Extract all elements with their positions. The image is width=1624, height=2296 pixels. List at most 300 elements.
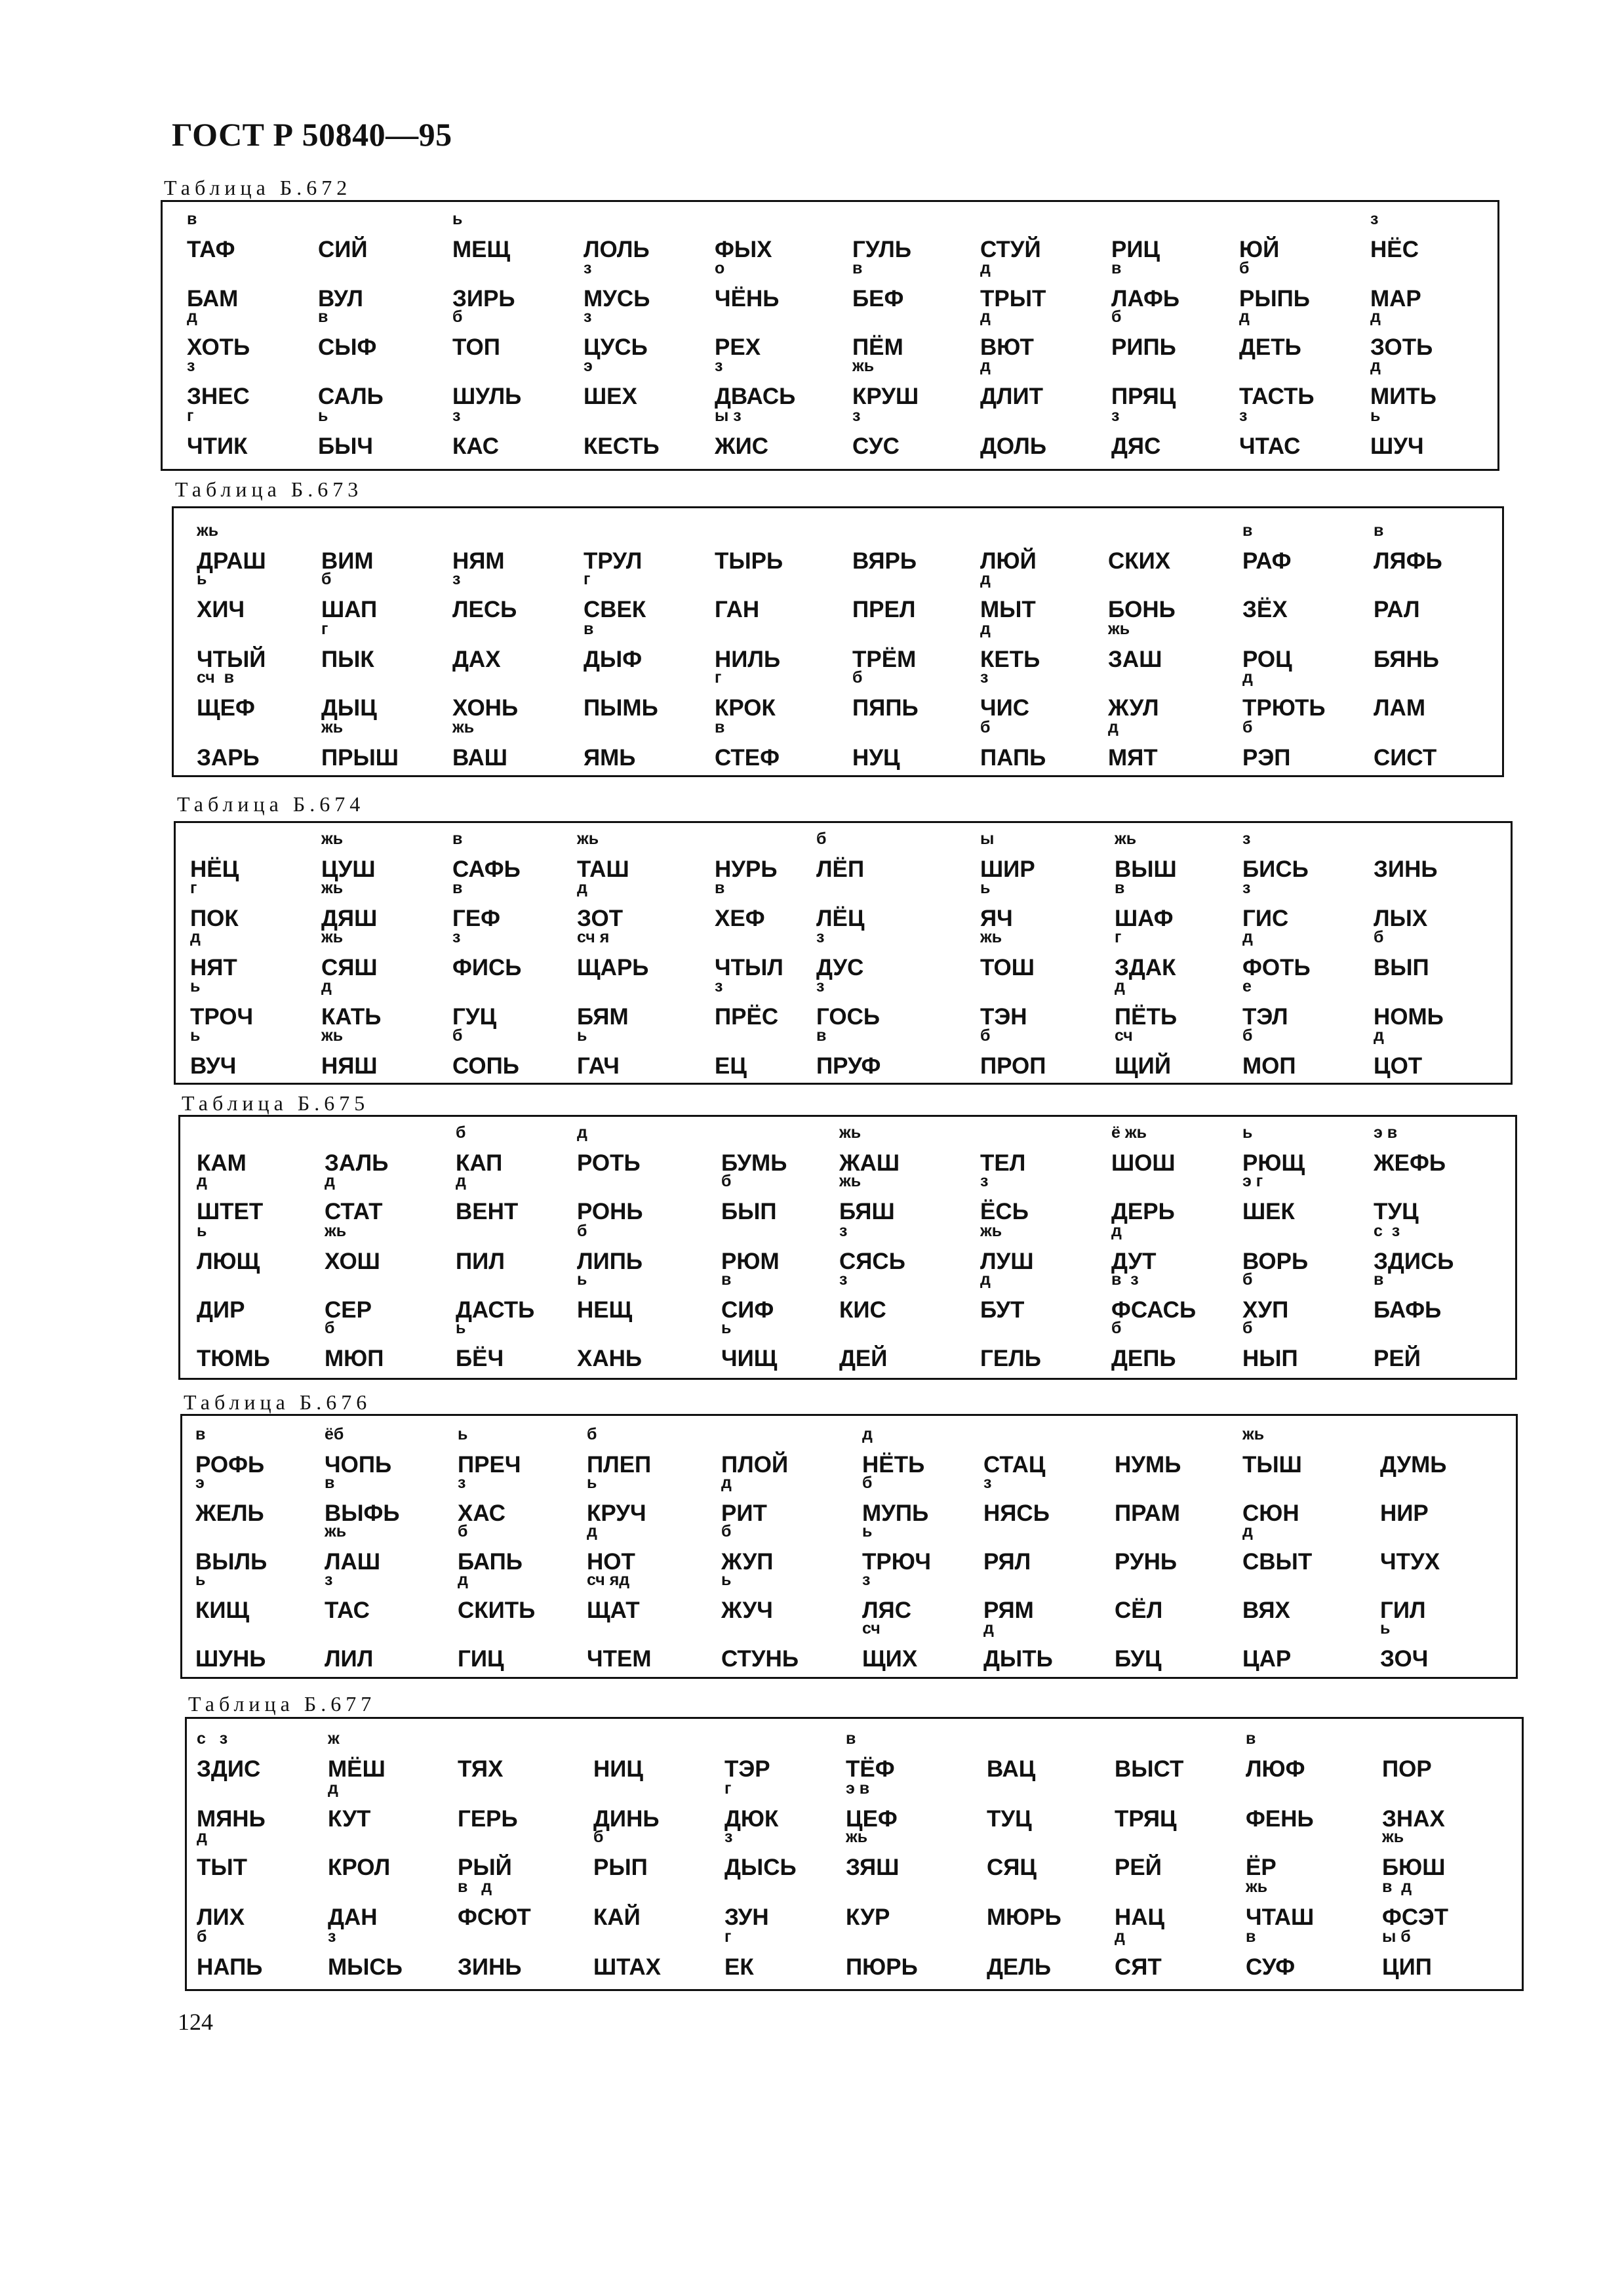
syllable-word: ЧТЕМ bbox=[587, 1646, 652, 1672]
table-cell bbox=[1370, 210, 1501, 262]
phonetic-mark: в bbox=[715, 879, 725, 897]
table-cell bbox=[816, 977, 947, 1030]
table-cell bbox=[1246, 1927, 1377, 1980]
phonetic-mark: д bbox=[197, 1828, 207, 1846]
table-cell bbox=[1374, 1175, 1505, 1224]
table-cell bbox=[197, 721, 328, 770]
syllable-word: НУМЬ bbox=[1115, 1452, 1181, 1478]
phonetic-mark: з bbox=[584, 259, 592, 277]
syllable-word: ДЕРЬ bbox=[1111, 1199, 1175, 1224]
syllable-word: ЩЕФ bbox=[197, 695, 255, 721]
table-cell bbox=[1242, 668, 1374, 721]
syllable-word: ЦУШ bbox=[321, 856, 376, 882]
syllable-word: ДЫСЬ bbox=[724, 1855, 797, 1880]
table-cell bbox=[1382, 1828, 1513, 1880]
syllable-word: КУР bbox=[846, 1904, 890, 1930]
phonetic-mark: г bbox=[190, 879, 197, 897]
phonetic-mark: б bbox=[452, 308, 463, 326]
table-cell bbox=[1111, 407, 1242, 459]
table-cell bbox=[983, 1428, 1115, 1477]
table-cell bbox=[1108, 525, 1239, 573]
syllable-word: НОМЬ bbox=[1374, 1004, 1444, 1030]
syllable-word: ДЫЦ bbox=[321, 695, 377, 721]
table-cell bbox=[1115, 1428, 1246, 1477]
phonetic-mark: э bbox=[195, 1474, 205, 1492]
table-cell bbox=[1108, 718, 1239, 771]
phonetic-mark: г bbox=[187, 407, 194, 425]
table-cell bbox=[724, 1779, 856, 1832]
phonetic-mark: б bbox=[980, 1026, 991, 1045]
phonetic-mark: в bbox=[1374, 1270, 1384, 1289]
syllable-word: СТАТ bbox=[325, 1199, 383, 1224]
phonetic-mark: д bbox=[577, 879, 587, 897]
phonetic-mark: б bbox=[456, 1123, 466, 1142]
syllable-word: ЗИНЬ bbox=[458, 1954, 522, 1980]
syllable-word: СКИХ bbox=[1108, 548, 1171, 574]
table-caption: Таблица Б.676 bbox=[184, 1390, 372, 1414]
syllable-word: ЗОЧ bbox=[1380, 1646, 1429, 1672]
table-cell bbox=[715, 311, 846, 359]
syllable-word: БУЦ bbox=[1115, 1646, 1162, 1672]
table-cell bbox=[987, 1782, 1118, 1831]
syllable-word: ТАС bbox=[325, 1598, 370, 1623]
phonetic-mark: з bbox=[187, 357, 195, 375]
syllable-word: КЕТЬ bbox=[980, 647, 1040, 672]
phonetic-mark: б bbox=[862, 1474, 873, 1492]
table-cell bbox=[846, 1828, 977, 1880]
phonetic-mark: з bbox=[862, 1571, 871, 1589]
syllable-word: ЦЕФ bbox=[846, 1806, 898, 1832]
table-cell bbox=[980, 570, 1111, 622]
phonetic-mark: б bbox=[816, 830, 827, 848]
table-cell bbox=[197, 1127, 328, 1175]
phonetic-mark: з bbox=[724, 1828, 733, 1846]
table-cell bbox=[1242, 1574, 1374, 1622]
table-cell bbox=[456, 1225, 587, 1274]
table-cell bbox=[724, 1733, 856, 1781]
table-cell bbox=[1115, 977, 1246, 1030]
table-cell bbox=[1374, 833, 1505, 881]
phonetic-mark: з bbox=[1111, 407, 1120, 425]
syllable-word: ЗАШ bbox=[1108, 647, 1162, 672]
phonetic-mark: в bbox=[1115, 879, 1125, 897]
table-cell bbox=[325, 1522, 456, 1575]
table-cell bbox=[577, 928, 708, 980]
table-cell bbox=[187, 308, 318, 360]
syllable-word: ШИР bbox=[980, 856, 1035, 882]
table-cell bbox=[195, 1622, 327, 1671]
phonetic-mark: жь bbox=[321, 879, 344, 897]
table-cell bbox=[584, 721, 715, 770]
phonetic-mark: д bbox=[328, 1779, 338, 1798]
phonetic-mark: б bbox=[721, 1172, 732, 1190]
table-cell bbox=[452, 262, 584, 311]
syllable-word: ДЕЙ bbox=[839, 1346, 888, 1371]
table-cell bbox=[325, 1319, 456, 1371]
table-cell bbox=[577, 980, 708, 1029]
table-cell bbox=[980, 410, 1111, 458]
phonetic-mark: б bbox=[458, 1522, 468, 1541]
table-cell bbox=[197, 1172, 328, 1224]
phonetic-mark: ь bbox=[452, 210, 463, 228]
syllable-word: СУС bbox=[852, 433, 900, 459]
table-cell bbox=[587, 1571, 718, 1623]
syllable-word: БУМЬ bbox=[721, 1150, 787, 1176]
syllable-word: РЕХ bbox=[715, 334, 761, 360]
table-cell bbox=[328, 1927, 459, 1980]
table-cell bbox=[328, 1831, 459, 1880]
syllable-word: ГЕЛЬ bbox=[980, 1346, 1041, 1371]
syllable-word: ФСАСЬ bbox=[1111, 1297, 1197, 1323]
phonetic-mark: сч bbox=[1115, 1026, 1133, 1045]
syllable-word: КАТЬ bbox=[321, 1004, 382, 1030]
syllable-word: ЦУСЬ bbox=[584, 334, 648, 360]
phonetic-mark: д bbox=[458, 1571, 468, 1589]
table-cell bbox=[456, 1123, 587, 1176]
phonetic-mark: б bbox=[852, 668, 863, 687]
syllable-word: ГАН bbox=[715, 597, 760, 622]
table-cell bbox=[1374, 1222, 1505, 1274]
syllable-word: ДЮК bbox=[724, 1806, 779, 1832]
phonetic-mark: в bbox=[846, 1729, 856, 1748]
table-cell bbox=[980, 1322, 1111, 1371]
table-cell bbox=[321, 879, 452, 931]
table-cell bbox=[1246, 1729, 1377, 1782]
syllable-word: ЖУП bbox=[721, 1549, 774, 1575]
table-cell bbox=[584, 525, 715, 573]
syllable-word: ДЕТЬ bbox=[1239, 334, 1301, 360]
syllable-word: ДЕЛЬ bbox=[987, 1954, 1051, 1980]
table-cell bbox=[852, 668, 983, 721]
syllable-word: ЩАРЬ bbox=[577, 955, 649, 980]
syllable-word: ШТАХ bbox=[593, 1954, 661, 1980]
phonetic-mark: д bbox=[1242, 668, 1253, 687]
syllable-word: ЧТИК bbox=[187, 433, 248, 459]
table-cell bbox=[593, 1828, 724, 1880]
table-caption: Таблица Б.675 bbox=[182, 1091, 370, 1115]
syllable-word: ХАС bbox=[458, 1500, 506, 1526]
syllable-word: ВЫФЬ bbox=[325, 1500, 400, 1526]
syllable-word: НЫП bbox=[1242, 1346, 1298, 1371]
phonetic-mark: д bbox=[1374, 1026, 1384, 1045]
phonetic-mark: ь bbox=[1370, 407, 1381, 425]
table-cell bbox=[197, 668, 328, 721]
syllable-word: ТЫШ bbox=[1242, 1452, 1302, 1478]
table-cell bbox=[321, 620, 452, 672]
phonetic-mark: в bbox=[452, 879, 463, 897]
syllable-word: БЁЧ bbox=[456, 1346, 504, 1371]
phonetic-mark: д bbox=[197, 1172, 207, 1190]
table-cell bbox=[852, 259, 983, 312]
syllable-word: СЯШ bbox=[321, 955, 378, 980]
syllable-word: РИПЬ bbox=[1111, 334, 1176, 360]
phonetic-mark: б bbox=[587, 1425, 597, 1443]
syllable-word: ПЯПЬ bbox=[852, 695, 919, 721]
table-cell bbox=[721, 1428, 852, 1477]
syllable-word: ДУТ bbox=[1111, 1249, 1157, 1274]
table-cell bbox=[321, 928, 452, 980]
table-cell bbox=[456, 1319, 587, 1371]
syllable-word: РЕЙ bbox=[1115, 1855, 1162, 1880]
phonetic-mark: з bbox=[1370, 210, 1379, 228]
table-cell bbox=[1374, 928, 1505, 980]
table-cell bbox=[987, 1881, 1118, 1929]
syllable-word: МЯТ bbox=[1108, 745, 1158, 771]
table-cell bbox=[1115, 1525, 1246, 1574]
table-cell bbox=[1115, 879, 1246, 931]
syllable-word: ЦОТ bbox=[1374, 1053, 1423, 1079]
table-caption: Таблица Б.677 bbox=[188, 1692, 376, 1716]
table-cell bbox=[987, 1733, 1118, 1781]
table-cell bbox=[987, 1931, 1118, 1979]
phonetic-mark: е bbox=[1242, 977, 1252, 996]
table-cell bbox=[197, 1274, 328, 1322]
table-cell bbox=[1115, 1881, 1246, 1929]
table-cell bbox=[458, 1622, 589, 1671]
table-cell bbox=[197, 1927, 328, 1980]
syllable-word: ЧОПЬ bbox=[325, 1452, 392, 1478]
table-cell bbox=[1242, 1270, 1374, 1323]
table-cell bbox=[1380, 1574, 1511, 1622]
table-cell bbox=[980, 718, 1111, 771]
syllable-word: ПРАМ bbox=[1115, 1500, 1180, 1526]
table-cell bbox=[458, 1733, 589, 1781]
syllable-word: КАМ bbox=[197, 1150, 247, 1176]
phonetic-mark: ы bbox=[980, 830, 995, 848]
table-cell bbox=[452, 672, 584, 720]
table-cell bbox=[980, 668, 1111, 721]
table-cell bbox=[190, 879, 321, 931]
syllable-word: ЁСЬ bbox=[980, 1199, 1029, 1224]
syllable-word: НЁС bbox=[1370, 237, 1419, 262]
table-cell bbox=[839, 1222, 970, 1274]
table-cell bbox=[715, 213, 846, 262]
syllable-word: БАФЬ bbox=[1374, 1297, 1442, 1323]
table-cell bbox=[862, 1522, 993, 1575]
table-cell bbox=[458, 1425, 589, 1478]
page-number: 124 bbox=[178, 2009, 213, 2035]
phonetic-mark: з bbox=[328, 1927, 336, 1946]
phonetic-mark: д bbox=[721, 1474, 732, 1492]
phonetic-mark: ь bbox=[190, 1026, 201, 1045]
table-cell bbox=[1111, 213, 1242, 262]
table-cell bbox=[577, 1270, 708, 1323]
syllable-word: ДВАСЬ bbox=[715, 384, 796, 409]
syllable-word: НОТ bbox=[587, 1549, 635, 1575]
phonetic-mark: д bbox=[980, 259, 991, 277]
table-cell bbox=[983, 1474, 1115, 1526]
syllable-word: ЛАМ bbox=[1374, 695, 1425, 721]
syllable-word: РОНЬ bbox=[577, 1199, 643, 1224]
table-cell bbox=[980, 259, 1111, 312]
phonetic-mark: жь bbox=[846, 1828, 868, 1846]
table-cell bbox=[839, 1270, 970, 1323]
table-cell bbox=[839, 1172, 970, 1224]
syllable-word: МЕЩ bbox=[452, 237, 511, 262]
table-cell bbox=[1374, 1123, 1505, 1176]
syllable-word: БАМ bbox=[187, 286, 239, 312]
phonetic-mark: б bbox=[721, 1522, 732, 1541]
table-cell bbox=[584, 308, 715, 360]
syllable-word: КАП bbox=[456, 1150, 503, 1176]
phonetic-mark: з bbox=[325, 1571, 333, 1589]
syllable-word: СЯТ bbox=[1115, 1954, 1162, 1980]
phonetic-mark: б bbox=[1242, 1026, 1253, 1045]
table-cell bbox=[452, 928, 584, 980]
phonetic-mark: б bbox=[197, 1927, 207, 1946]
syllable-word: КРУЧ bbox=[587, 1500, 646, 1526]
syllable-word: ПЁТЬ bbox=[1115, 1004, 1178, 1030]
syllable-word: КИС bbox=[839, 1297, 886, 1323]
table-cell bbox=[1380, 1477, 1511, 1525]
phonetic-mark: з bbox=[980, 668, 989, 687]
syllable-word: РЫЙ bbox=[458, 1855, 512, 1880]
phonetic-mark: в bbox=[852, 259, 863, 277]
phonetic-mark: б bbox=[1374, 928, 1384, 946]
table-cell bbox=[1374, 573, 1505, 622]
syllable-word: СУФ bbox=[1246, 1954, 1296, 1980]
syllable-word: ТАШ bbox=[577, 856, 629, 882]
table-cell bbox=[816, 830, 947, 882]
table-cell bbox=[1239, 308, 1370, 360]
syllable-word: КАС bbox=[452, 433, 500, 459]
table-cell bbox=[1115, 1026, 1246, 1079]
syllable-word: ЖЕФЬ bbox=[1374, 1150, 1446, 1176]
table-cell bbox=[1374, 980, 1505, 1029]
phonetic-mark: в bbox=[195, 1425, 206, 1443]
syllable-word: САФЬ bbox=[452, 856, 521, 882]
phonetic-mark: б bbox=[325, 1319, 335, 1337]
syllable-word: ВУЧ bbox=[190, 1053, 237, 1079]
table-cell bbox=[715, 525, 846, 573]
syllable-word: ТОП bbox=[452, 334, 500, 360]
syllable-word: ЯЧ bbox=[980, 906, 1013, 931]
phonetic-mark: д bbox=[862, 1425, 873, 1443]
syllable-word: ЗИРЬ bbox=[452, 286, 515, 312]
syllable-word: ЛИЛ bbox=[325, 1646, 374, 1672]
table-cell bbox=[1115, 1622, 1246, 1671]
phonetic-mark: ь bbox=[721, 1571, 732, 1589]
table-cell bbox=[715, 357, 846, 409]
table-cell bbox=[195, 1525, 327, 1574]
page-header: ГОСТ Р 50840—95 bbox=[172, 116, 452, 153]
table-cell bbox=[1242, 1172, 1374, 1224]
table-cell bbox=[1115, 830, 1246, 882]
table-cell bbox=[187, 407, 318, 459]
table-cell bbox=[1380, 1428, 1511, 1477]
phonetic-mark: з bbox=[983, 1474, 992, 1492]
phonetic-mark: г bbox=[321, 620, 328, 638]
table-cell bbox=[452, 830, 584, 882]
phonetic-mark: жь bbox=[839, 1123, 862, 1142]
phonetic-mark: з bbox=[852, 407, 861, 425]
phonetic-mark: с з bbox=[197, 1729, 228, 1748]
syllable-word: БЯМ bbox=[577, 1004, 629, 1030]
syllable-word: КРОК bbox=[715, 695, 776, 721]
syllable-word: ВЯРЬ bbox=[852, 548, 917, 574]
table-cell bbox=[1111, 360, 1242, 409]
table-cell bbox=[862, 1425, 993, 1478]
phonetic-mark: в bbox=[187, 210, 197, 228]
table-cell bbox=[1242, 1425, 1374, 1478]
syllable-word: НЕЩ bbox=[577, 1297, 633, 1323]
syllable-word: НИЛЬ bbox=[715, 647, 781, 672]
table-cell bbox=[584, 570, 715, 622]
table-cell bbox=[593, 1931, 724, 1979]
phonetic-mark: д bbox=[587, 1522, 597, 1541]
phonetic-mark: сч я bbox=[577, 928, 610, 946]
table-cell bbox=[452, 1026, 584, 1079]
syllable-word: ДАХ bbox=[452, 647, 501, 672]
phonetic-mark: д bbox=[980, 1270, 991, 1289]
phonetic-mark: жь bbox=[452, 718, 475, 736]
syllable-word: ГАЧ bbox=[577, 1053, 620, 1079]
syllable-word: КАЙ bbox=[593, 1904, 641, 1930]
table-cell bbox=[197, 1828, 328, 1880]
table-cell bbox=[458, 1931, 589, 1979]
table-cell bbox=[321, 977, 452, 1030]
phonetic-mark: г bbox=[724, 1779, 732, 1798]
syllable-word: ПИЛ bbox=[456, 1249, 505, 1274]
syllable-word: ТЕЛ bbox=[980, 1150, 1026, 1176]
phonetic-mark: д bbox=[1242, 928, 1253, 946]
table-cell bbox=[456, 1274, 587, 1322]
table-cell bbox=[1242, 1477, 1374, 1525]
table-cell bbox=[452, 623, 584, 672]
table-cell bbox=[1239, 407, 1370, 459]
phonetic-mark: ь bbox=[577, 1270, 587, 1289]
syllable-word: МОП bbox=[1242, 1053, 1296, 1079]
table-cell bbox=[1115, 1831, 1246, 1880]
table-cell bbox=[452, 308, 584, 360]
table-cell bbox=[1115, 928, 1246, 980]
phonetic-mark: д bbox=[577, 1123, 587, 1142]
phonetic-mark: б bbox=[1111, 1319, 1122, 1337]
syllable-word: ЧТУХ bbox=[1380, 1549, 1440, 1575]
table-cell bbox=[852, 525, 983, 573]
phonetic-mark: ь bbox=[862, 1522, 873, 1541]
table-cell bbox=[593, 1881, 724, 1929]
phonetic-mark: жь bbox=[839, 1172, 862, 1190]
syllable-word: ШОШ bbox=[1111, 1150, 1176, 1176]
table-cell bbox=[584, 357, 715, 409]
syllable-word: ГИС bbox=[1242, 906, 1289, 931]
syllable-word: ПРЕЛ bbox=[852, 597, 916, 622]
phonetic-mark: д bbox=[1108, 718, 1119, 736]
table-cell bbox=[987, 1831, 1118, 1880]
phonetic-mark: о bbox=[715, 259, 725, 277]
table-cell bbox=[197, 570, 328, 622]
phonetic-mark: жь bbox=[980, 928, 1002, 946]
phonetic-mark: б bbox=[452, 1026, 463, 1045]
syllable-word: ЛЫХ bbox=[1374, 906, 1428, 931]
table-cell bbox=[852, 213, 983, 262]
syllable-word: ЦАР bbox=[1242, 1646, 1292, 1672]
table-cell bbox=[1382, 1878, 1513, 1930]
phonetic-mark: з bbox=[452, 928, 461, 946]
phonetic-mark: г bbox=[1115, 928, 1122, 946]
syllable-word: РОЦ bbox=[1242, 647, 1292, 672]
syllable-word: МЮП bbox=[325, 1346, 384, 1371]
table-cell bbox=[1370, 262, 1501, 311]
syllable-word: ЛЮЩ bbox=[197, 1249, 260, 1274]
syllable-word: ДАСТЬ bbox=[456, 1297, 535, 1323]
syllable-word: НУЦ bbox=[852, 745, 900, 771]
syllable-word: РИТ bbox=[721, 1500, 767, 1526]
phonetic-mark: ь bbox=[197, 1222, 207, 1240]
table-cell bbox=[452, 407, 584, 459]
syllable-word: МЁШ bbox=[328, 1756, 386, 1782]
